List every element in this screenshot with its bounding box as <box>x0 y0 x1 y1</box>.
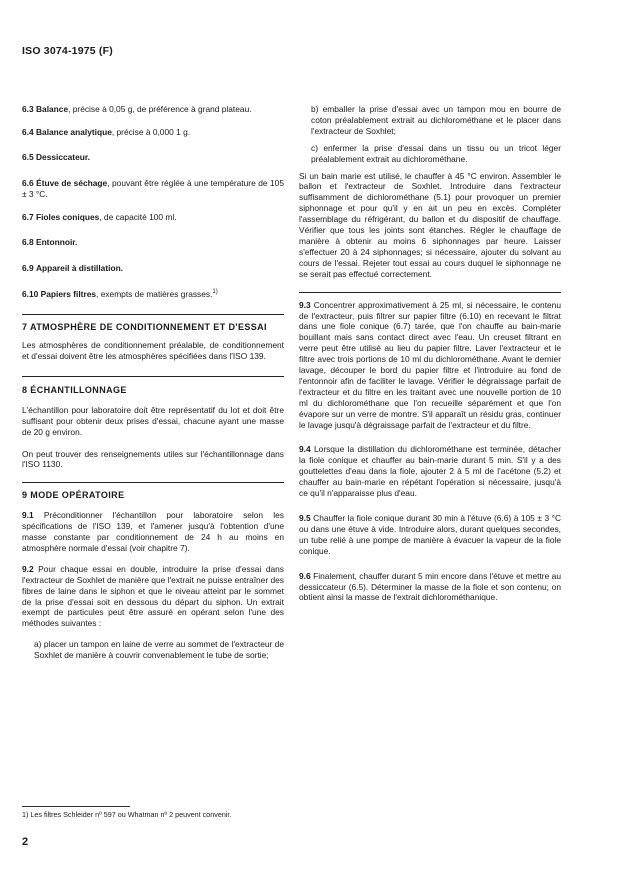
clause-9-3: 9.3 Concentrer approximativement à 25 ml, si nécessaire, le contenu de l'extracteur, puis filtrer sur papier filtre (6.10) en recevant le filtrat dans une fiole conique (6.7) tarée, que l'on chauffe au bain-marie bouillant mais sans contact direct avec l'eau. Un creuset filtrant en verre peut être utilisé au lieu du papier filtre. Laver l'extracteur et le filtre avec trois portions de 10 ml du dichlorométhane. Avant le dernier lavage, découper le bord du papier filtre et l'introduire au fond de l'entonnoir afin de faciliter le lavage. Vérifier le dégraissage parfait de l'extracteur et du filtre en les traitant avec une nouvelle portion de 10 ml du dichlorométhane que l'on recueille séparément et que l'on évapore sur un verre de montre. S'il apparaît un résidu gras, continuer le lavage jusqu'à dégraissage parfait de l'extracteur et du filtre. <box>299 299 561 430</box>
clause-9-6: 9.6 Finalement, chauffer durant 5 min encore dans l'étuve et mettre au dessiccateur (6.5). Déterminer la masse de la fiole et son contenu; on obtient ainsi la masse de l'extrait dichlorométhanique. <box>299 570 561 603</box>
footnote: 1) Les filtres Schleider nº 597 ou Whatman nº 2 peuvent convenir. <box>22 810 232 819</box>
item-6-5: 6.5 Dessiccateur. <box>22 151 90 162</box>
right-column <box>299 104 561 603</box>
clause-9-4: 9.4 Lorsque la distillation du dichlorométhane est terminée, détacher la fiole conique et chauffer au bain-marie durant 5 min. S'il y a des gouttelettes d'eau dans la fiole, ajouter 2 à 5 ml de l'acétone (5.2) et chauffer au bain-marie en répétant l'opération si nécessaire, jusqu'à ce qu'il n'apparaisse plus d'eau. <box>299 444 561 499</box>
section-7-text: Les atmosphères de conditionnement préalable, de conditionnement et d'essai doivent être les atmosphères spécifiées dans l'ISO 139. <box>22 340 284 361</box>
clause-9-2: 9.2 Pour chaque essai en double, introduire la prise d'essai dans l'extracteur de Soxhlet de manière que l'extrait ne puisse entraîner des fibres de laine dans le siphon et que le niveau atteint par le sommet de la prise d'essai soit en dessous du départ du siphon. Un extrait exempt de particules peut être assuré en opérant selon l'une des méthodes suivantes : <box>22 563 284 629</box>
section-divider <box>22 314 284 315</box>
item-6-8: 6.8 Entonnoir. <box>22 237 78 248</box>
clause-9-2-a: a) placer un tampon en laine de verre au sommet de l'extracteur de Soxhlet de manière à couvrir convenablement le tube de sortie; <box>34 639 284 661</box>
document-header: ISO 3074-1975 (F) <box>22 45 113 57</box>
section-divider <box>22 376 284 377</box>
item-6-6: 6.6 Étuve de séchage, pouvant être réglée à une température de 105 ± 3 °C. <box>22 177 284 199</box>
clause-9-2-b: b) emballer la prise d'essai avec un tampon mou en bourre de coton préalablement extrait au dichlorométhane et le placer dans l'extracteur de Soxhlet; <box>311 104 561 136</box>
item-6-4: 6.4 Balance analytique, précise à 0,000 1 g. <box>22 126 191 137</box>
page-number: 2 <box>22 836 29 848</box>
clause-9-2-procedure: Si un bain marie est utilisé, le chauffer à 45 °C environ. Assembler le ballon et l'extracteur de Soxhlet. Introduire dans l'extracteur suffisamment de dichlorométhane (5.1) pour provoquer un premier siphonnage et pour qu'il y en ait un peu en excès. Compléter l'assemblage du réfrigérant, du ballon et du dispositif de chauffage. Vérifier que tous les joints sont étanches. Régler le chauffage de manière à obtenir au moins 6 siphonnages par heure. Laisser s'effectuer 20 à 24 siphonnages; si nécessaire, ajouter du solvant au cours de l'essai. Rejeter tout essai au cours duquel le siphonnage ne se serait pas effectué correctement. <box>299 170 561 279</box>
left-column <box>22 104 284 661</box>
section-7-heading: 7 ATMOSPHÈRE DE CONDITIONNEMENT ET D'ESSAI <box>22 322 267 333</box>
clause-9-1: 9.1 Préconditionner l'échantillon pour laboratoire selon les spécifications de l'ISO 139, et l'amener jusqu'à l'obtention d'une masse constante par conditionnement de 24 h au moins en atmosphère normale d'essai (voir chapitre 7). <box>22 510 284 553</box>
section-8-para-2: On peut trouver des renseignements utiles sur l'échantillonnage dans l'ISO 1130. <box>22 448 284 470</box>
section-8-heading: 8 ÉCHANTILLONNAGE <box>22 384 127 395</box>
section-divider <box>22 482 284 483</box>
section-8-para-1: L'échantillon pour laboratoire doit être représentatif du lot et doit être suffisant pour obtenir deux prises d'essai, chacune ayant une masse de 20 g environ. <box>22 404 284 437</box>
clause-9-2-c: c) enfermer la prise d'essai dans un tissu ou un tricot léger préalablement extrait au dichlorométhane. <box>311 142 561 164</box>
column-divider <box>299 292 561 293</box>
section-9-heading: 9 MODE OPÉRATOIRE <box>22 490 125 501</box>
clause-9-5: 9.5 Chauffer la fiole conique durant 30 min à l'étuve (6.6) à 105 ± 3 °C ou dans une étuve à vide. Introduire alors, durant quelques secondes, un tube relié à une pompe de manière à évacuer la vapeur de la fiole conique. <box>299 513 561 556</box>
item-6-10: 6.10 Papiers filtres, exempts de matières grasses.$^{1)}$ <box>22 289 218 300</box>
item-6-9: 6.9 Appareil à distillation. <box>22 263 124 274</box>
item-6-7: 6.7 Fioles coniques, de capacité 100 ml. <box>22 211 177 222</box>
item-6-3: 6.3 Balance, précise à 0,05 g, de préférence à grand plateau. <box>22 104 252 114</box>
footnote-rule <box>22 806 130 807</box>
